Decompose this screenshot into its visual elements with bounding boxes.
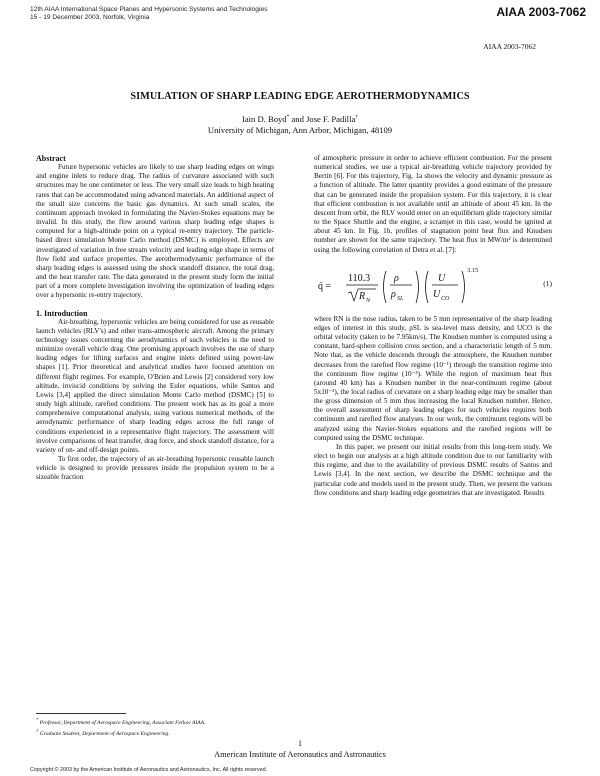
equation-u: U: [438, 272, 446, 284]
footnote-divider: [36, 713, 126, 714]
footnote-2-mark: †: [36, 728, 39, 734]
equation-lhs: q̇ =: [318, 280, 332, 292]
footnote-1-text: Professor, Department of Aerospace Engineering, Associate Fellow AIAA.: [39, 719, 206, 726]
right-paragraph-1: of atmospheric pressure in order to achieve efficient combustion. For the present numerical studies, we use a typical air-breathing vehicle trajectory provided by Bertin [6]. For this trajectory, Fig. 1a shows the velocity and dynamic pressure as a function of altitude. The latter quantity provides a good estimate of the pressure that can be generated inside the propulsion system. For this trajectory, it is clear that efficient combustion is not available until an altitude of about 45 km. In the descent from orbit, the RLV would enter on an equilibrium glide trajectory similar to the Space Shuttle and the engine, a scramjet in this case, would be ignited at about 45 km. In Fig. 1b, profiles of stagnation point heat flux and Knudsen number are shown for the same trajectory. The heat flux in MW/m² is determined using the following correlation of Detra et al. [7]:: [314, 154, 552, 254]
equation-paren-right-2: [462, 271, 465, 303]
author-2-mark: †: [355, 114, 359, 120]
introduction-paragraph-2: To first order, the trajectory of an air-breathing hypersonic reusable launch vehicle is designed to provide pressures inside the propulsion system to be a sizeable fraction: [36, 455, 274, 482]
paper-id: AIAA 2003-7062: [483, 42, 536, 51]
footnote-2: [36, 727, 205, 738]
author-names: [0, 112, 600, 125]
equation-rho: ρ: [394, 272, 399, 284]
footnote-1: [36, 716, 205, 727]
right-paragraph-2: where RN is the nose radius, taken to be 5 mm representative of the sharp leading edges of interest in this study, ρSL is sea-level mass density, and UCO is the orbital velocity (taken to be 7.95km/s). The Knudsen number is computed using a constant, hard-sphere collision cross section, and a characteristic length of 5 mm. Note that, as the vehicle descends through the atmosphere, the Knudsen number decreases from the rarefied flow regime (10⁻¹) through the transition regime into the continuum flow regime (10⁻³). While the region of maximum heat flux (around 40 km) has a Knudsen number in the near-continuum regime (about 5x10⁻³), the local radius of curvature on a sharp leading edge may be smaller than the gross dimension of 5 mm thus increasing the local Knudsen number. Hence, the overall assessment of sharp leading edges for such vehicles requires both continuum and rarefied flow analyses. In our work, the continuum regions will be analyzed using the Navier-Stokes equations and the rarefied regions will be computed using the DSMC technique.: [314, 314, 552, 442]
author-2: Jose F. Padilla: [306, 113, 356, 124]
conference-header: [30, 6, 267, 22]
author-conjunction: and: [289, 113, 307, 124]
equation-radius-sub: N: [366, 297, 371, 304]
equation-numerator: 110.3: [348, 272, 371, 284]
footnotes: [36, 716, 205, 739]
equation-exponent: 3.15: [467, 266, 479, 274]
equation-u-den: U: [433, 288, 441, 300]
footnote-2-text: Graduate Student, Department of Aerospace Engineering.: [39, 731, 170, 738]
copyright-notice: Copyright © 2003 by the American Institute of Aeronautics and Astronautics, Inc. All rights reserved.: [30, 767, 268, 773]
introduction-paragraph-1: Air-breathing, hypersonic vehicles are being considered for use as reusable launch vehicles (RLV's) and other trans-atmospheric aircraft. Among the primary technology issues concerning the aerodynamics of such vehicles is the need to minimize overall vehicle drag. One promising approach involves the use of sharp leading edges for lifting surfaces and engine inlets defined using power-law shapes [1]. Prior theoretical and analytical studies have focused attention on different flight regimes. For example, O'Brien and Lewis [2] considered very low altitude, inviscid conditions by solving the Euler equations, while Santos and Lewis [3,4] applied the direct simulation Monte Carlo method (DSMC) [5] to study high altitude, rarefied conditions. The present work has as its goal a more comprehensive computational analysis, using various numerical methods, of the aerodynamic performance of sharp leading edges across the full range of conditions experienced in a representative flight trajectory. The assessment will involve comparisons of heat transfer, drag force, and shock standoff distance, for a variety of on- and off-design points.: [36, 317, 274, 454]
heat-flux-equation: [314, 259, 552, 311]
equation-paren-right-1: [416, 271, 419, 303]
page-number: 1: [298, 739, 302, 748]
author-block: [0, 112, 600, 136]
organization: American Institute of Aeronautics and Astronautics: [214, 750, 386, 759]
affiliation: University of Michigan, Ann Arbor, Michigan, 48109: [207, 124, 393, 135]
left-column: [36, 154, 274, 482]
author-1-mark: *: [286, 114, 290, 120]
header-paper-number: AIAA 2003-7062: [496, 5, 586, 19]
conference-line-2: 15 - 19 December 2003, Norfolk, Virginia: [30, 14, 150, 21]
right-column: [314, 154, 552, 498]
footnote-1-mark: *: [36, 717, 39, 722]
paper-title: SIMULATION OF SHARP LEADING EDGE AEROTHERMODYNAMICS: [130, 91, 470, 102]
right-paragraph-3: In this paper, we present our initial results from this long-term study. We elect to begin our analysis at a high altitude condition due to our familiarity with this regime, and due to the availability of previous DSMC results of Santos and Lewis [3,4]. In the next section, we describe the DSMC technique and the particular code and models used in the present study. Then, we present the various flow conditions and sharp leading edge geometries that are investigated. Results: [314, 442, 552, 497]
conference-line-1: 12th AIAA International Space Planes and Hypersonic Systems and Technologies: [30, 6, 268, 13]
equation-rho-sl: SL: [397, 295, 404, 302]
equation-paren-left-1: [384, 271, 387, 303]
author-1: Iain D. Boyd: [241, 113, 287, 124]
equation-paren-left-2: [426, 271, 429, 303]
equation-radius: R: [359, 290, 366, 302]
equation-graphic: [314, 259, 524, 311]
equation-number: (1): [543, 278, 552, 288]
equation-rho-den: ρ: [391, 288, 396, 300]
introduction-heading: 1. Introduction: [36, 308, 88, 318]
equation-u-co: CO: [441, 295, 450, 302]
abstract-heading: Abstract: [36, 154, 66, 163]
abstract-text: Future hypersonic vehicles are likely to use sharp leading edges on wings and engine inlets to reduce drag. The radius of curvature associated with such structures may be one centimeter or less. The very small size leads to high heating rates that can be accommodated using advanced materials. An additional aspect of the small size concerns the basic gas dynamics. At such small scales, the continuum approach invoked in formulating the Navier-Stokes equations may be invalid. In this study, the flow around various sharp leading edge shapes is computed for a high-altitude point on a typical re-entry trajectory. The particle-based direct simulation Monte Carlo method (DSMC) is employed. Effects are investigated of variation in free stream velocity and leading edge shape in terms of flow field and surface properties. The aerothermodynamic performance of the sharp leading edges is assessed using the shock standoff distance, the total drag, and the heat transfer rate. The data generated in the present study form the initial part of a more complete investigation involving the optimization of leading edges over a hypersonic re-entry trajectory.: [36, 163, 274, 300]
